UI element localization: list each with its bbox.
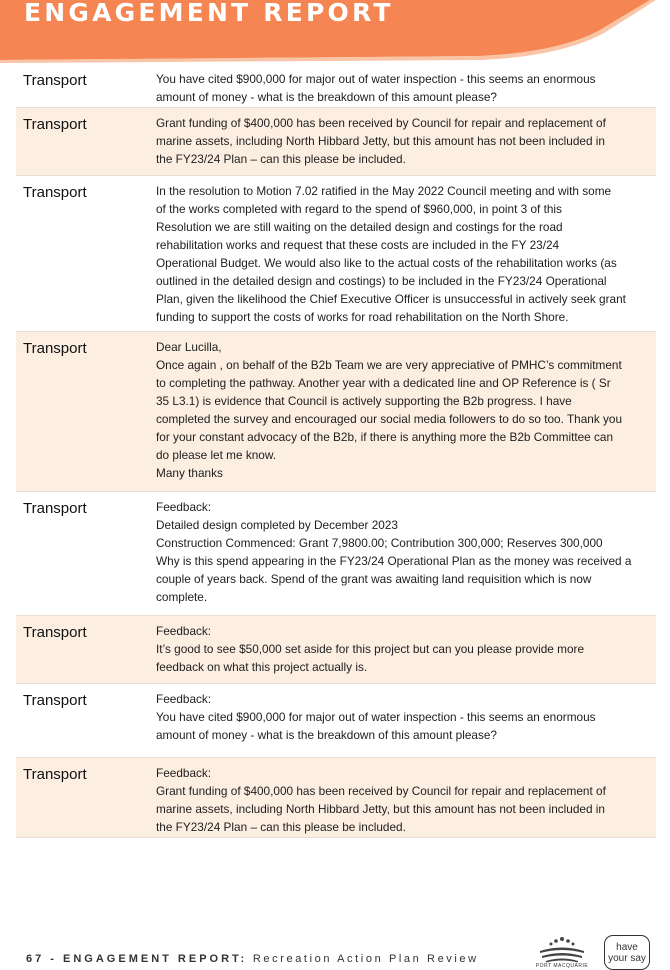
row-feedback: [156, 758, 656, 837]
feedback-line: You have cited $900,000 for major out of water inspection - this seems an enormous: [156, 710, 596, 724]
footer-subtitle: Recreation Action Plan Review: [247, 953, 479, 965]
council-logo: [534, 934, 590, 970]
feedback-line: completed the survey and encouraged our social media followers to do so too. Thank you: [156, 412, 623, 426]
feedback-line: Resolution we are still waiting on the detailed design and costings for the road: [156, 220, 563, 234]
feedback-line: Operational Budget. We would also like to the actual costs of the rehabilitation works (as: [156, 256, 617, 270]
feedback-line: Dear Lucilla,: [156, 340, 222, 354]
header-title: ENGAGEMENT REPORT: [24, 0, 394, 27]
page-footer: [26, 953, 479, 965]
row-feedback: [156, 492, 656, 615]
row-category: Transport: [23, 116, 87, 133]
table-row: [16, 64, 656, 108]
feedback-line: You have cited $900,000 for major out of water inspection - this seems an enormous: [156, 72, 596, 86]
feedback-line: amount of money - what is the breakdown of this amount please?: [156, 728, 497, 742]
row-category: Transport: [23, 692, 87, 709]
feedback-line: the FY23/24 Plan – can this please be included.: [156, 152, 406, 166]
feedback-line: Feedback:: [156, 624, 212, 638]
row-feedback: [156, 616, 656, 683]
table-row: [16, 758, 656, 838]
feedback-line: complete.: [156, 590, 208, 604]
feedback-line: Why is this spend appearing in the FY23/24 Operational Plan as the money was received a: [156, 554, 632, 568]
table-row: [16, 616, 656, 684]
row-category: Transport: [23, 766, 87, 783]
feedback-line: Grant funding of $400,000 has been received by Council for repair and replacement of: [156, 784, 606, 798]
feedback-line: In the resolution to Motion 7.02 ratified in the May 2022 Council meeting and with some: [156, 184, 612, 198]
row-category: Transport: [23, 72, 87, 89]
feedback-line: feedback on what this project actually is.: [156, 660, 368, 674]
table-row: [16, 332, 656, 492]
feedback-line: the FY23/24 Plan – can this please be included.: [156, 820, 406, 834]
table-row: [16, 176, 656, 332]
feedback-line: Grant funding of $400,000 has been received by Council for repair and replacement of: [156, 116, 606, 130]
council-logo-caption: PORT MACQUARIE: [535, 963, 589, 969]
feedback-line: Feedback:: [156, 500, 212, 514]
feedback-line: Once again , on behalf of the B2b Team we are very appreciative of PMHC’s commitment: [156, 358, 622, 372]
row-feedback: [156, 176, 656, 331]
row-category: Transport: [23, 340, 87, 357]
table-row: [16, 492, 656, 616]
feedback-line: couple of years back. Spend of the grant was awaiting land requisition which is now: [156, 572, 592, 586]
feedback-table: [16, 64, 656, 838]
row-category: Transport: [23, 184, 87, 201]
have-your-say-bottom: your say: [608, 953, 646, 964]
feedback-line: marine assets, including North Hibbard Jetty, but this amount has not been included in: [156, 134, 605, 148]
feedback-line: marine assets, including North Hibbard Jetty, but this amount has not been included in: [156, 802, 605, 816]
feedback-line: 35 L3.1) is evidence that Council is actively supporting the B2b progress. I have: [156, 394, 572, 408]
feedback-line: Many thanks: [156, 466, 223, 480]
table-row: [16, 108, 656, 176]
page-number: 67: [26, 953, 45, 965]
table-row: [16, 684, 656, 758]
row-category: Transport: [23, 500, 87, 517]
feedback-line: for your constant advocacy of the B2b, if there is anything more the B2b Committee can: [156, 430, 614, 444]
report-header: [0, 0, 670, 64]
footer-separator: -: [44, 953, 64, 965]
feedback-line: rehabilitation works and request that these costs are included in the FY 23/24: [156, 238, 560, 252]
feedback-line: Feedback:: [156, 692, 212, 706]
row-feedback: [156, 64, 656, 107]
row-feedback: [156, 108, 656, 175]
feedback-line: of the works completed with regard to the spend of $960,000, in point 3 of this: [156, 202, 562, 216]
feedback-line: outlined in the detailed design and costings) to be included in the FY23/24 Operational: [156, 274, 607, 288]
have-your-say-logo: [604, 935, 650, 970]
feedback-line: Feedback:: [156, 766, 212, 780]
feedback-line: do please let me know.: [156, 448, 277, 462]
row-category: Transport: [23, 624, 87, 641]
row-feedback: [156, 684, 656, 757]
feedback-line: amount of money - what is the breakdown of this amount please?: [156, 90, 497, 104]
council-logo-icon: [534, 934, 590, 964]
feedback-line: Construction Commenced: Grant 7,9800.00; Contribution 300,000; Reserves 300,000: [156, 536, 603, 550]
feedback-line: It’s good to see $50,000 set aside for this project but can you please provide more: [156, 642, 585, 656]
footer-report-label: ENGAGEMENT REPORT:: [63, 953, 248, 965]
feedback-line: Detailed design completed by December 2023: [156, 518, 398, 532]
feedback-line: funding to support the costs of works for road rehabilitation on the North Shore.: [156, 310, 569, 324]
row-feedback: [156, 332, 656, 491]
feedback-line: to completing the pathway. Another year with a dedicated line and OP Reference is ( Sr: [156, 376, 611, 390]
feedback-line: Plan, given the likelihood the Chief Executive Officer is unsuccessful in actively seek grant: [156, 292, 626, 306]
have-your-say-top: have: [616, 942, 638, 953]
